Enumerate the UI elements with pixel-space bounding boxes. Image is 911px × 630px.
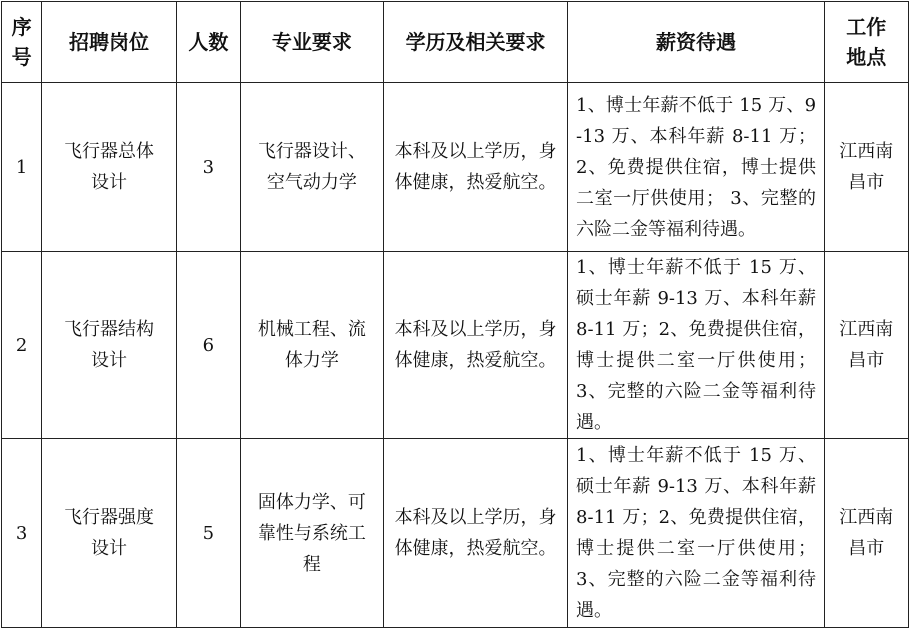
cell-position [42,439,177,628]
cell-salary [568,83,824,252]
position-value: 飞行器结构设计 [63,319,154,371]
header-position [42,2,177,83]
cell-count [176,439,240,628]
header-count-label: 人数 [188,30,229,54]
cell-count [176,252,240,439]
location-value: 江西南昌市 [839,507,894,559]
major-value: 飞行器设计、空气动力学 [257,141,366,193]
header-location [824,2,908,83]
count-value: 5 [202,522,215,544]
cell-count [176,83,240,252]
cell-location [824,83,908,252]
table-header-row [2,2,909,83]
salary-value: 1、博士年薪不低于 15 万、9-13 万、本科年薪 8-11 万；2、免费提供住宿，博士提供二室一厅供使用； 3、完整的六险二金等福利待遇。 [576,94,817,240]
cell-education [383,252,568,439]
cell-salary [568,439,824,628]
header-position-label: 招聘岗位 [68,30,149,54]
header-salary-label: 薪资待遇 [656,30,737,54]
cell-seq [2,252,42,439]
education-value: 本科及以上学历，身体健康，热爱航空。 [394,319,557,371]
major-value: 机械工程、流体力学 [257,319,366,371]
cell-education [383,439,568,628]
cell-seq [2,83,42,252]
header-major [241,2,384,83]
cell-major [241,252,384,439]
cell-major [241,83,384,252]
cell-major [241,439,384,628]
education-value: 本科及以上学历，身体健康，热爱航空。 [394,141,557,193]
seq-value: 1 [15,156,28,178]
cell-education [383,83,568,252]
header-seq [2,2,42,83]
header-salary [568,2,824,83]
recruitment-table [1,1,909,628]
major-value: 固体力学、可靠性与系统工程 [257,491,366,575]
seq-value: 2 [15,334,28,356]
education-value: 本科及以上学历，身体健康，热爱航空。 [394,507,557,559]
table-row [2,439,909,628]
header-seq-label: 序号 [11,15,32,69]
count-value: 6 [202,334,215,356]
count-value: 3 [202,156,215,178]
cell-location [824,439,908,628]
location-value: 江西南昌市 [839,319,894,371]
header-major-label: 专业要求 [271,30,352,54]
cell-salary [568,252,824,439]
salary-value: 1、博士年薪不低于 15 万、硕士年薪 9-13 万、本科年薪 8-11 万；2、免费提供住宿，博士提供二室一厅供使用； 3、完整的六险二金等福利待遇。 [576,445,817,621]
location-value: 江西南昌市 [839,141,894,193]
table-row [2,83,909,252]
cell-position [42,252,177,439]
header-education [383,2,568,83]
position-value: 飞行器强度设计 [63,507,154,559]
header-education-label: 学历及相关要求 [405,30,546,54]
position-value: 飞行器总体设计 [63,141,154,193]
cell-position [42,83,177,252]
cell-seq [2,439,42,628]
header-count [176,2,240,83]
header-location-label: 工作地点 [846,15,887,69]
cell-location [824,252,908,439]
salary-value: 1、博士年薪不低于 15 万、硕士年薪 9-13 万、本科年薪 8-11 万；2、免费提供住宿，博士提供二室一厅供使用； 3、完整的六险二金等福利待遇。 [576,257,817,433]
table-row [2,252,909,439]
seq-value: 3 [15,522,28,544]
